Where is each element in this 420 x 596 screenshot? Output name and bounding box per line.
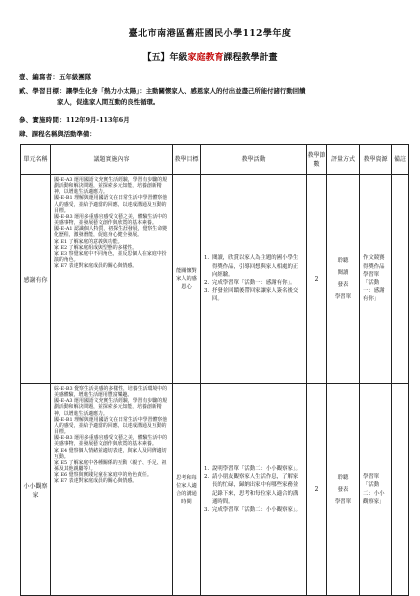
goal-line — [19, 86, 407, 107]
goal-text-1: 讓學生化身「熱力小太陽」：主動關懷家人、感恩家人的付出並盡己所能付諸行動回饋 — [65, 87, 306, 95]
topic-item: 國-E-B1 理解與運用國語文在日常生活中學習體察他人的感受，並給予適當的回應，以達成溝通及互動的目標。 — [54, 416, 168, 436]
evaluation-methods: 聆聽 閱讀 發表 學習單 — [327, 175, 360, 384]
teaching-hours: 2 — [307, 175, 327, 384]
lesson-plan-table — [20, 144, 409, 596]
activity-item: 1. 閱讀，欣賞以家人為主題的國小學生得獎作品，引導回想與家人相處的正向經驗。 — [204, 255, 299, 278]
teaching-resources: 作文競賽得獎作品學習單「活動一：感謝有你」 — [360, 175, 392, 384]
topic-item: 家 E7 表達對家庭成員的關心與情感。 — [54, 263, 138, 270]
activity-item: 2. 請小朋友觀察家人生活作息，了解家長的忙碌，歸納出家中有哪些家務並記錄下來，思考和每位家人適合的溝通時間。 — [204, 474, 299, 505]
school-title: 臺北市南港區舊莊國民小學112學年度 — [128, 29, 292, 39]
period-line — [19, 115, 407, 126]
editor-value: 五年級團隊 — [59, 73, 92, 81]
topic-item: 國-E-A3 運用國語文充實生活經驗，學習有步驟的規劃活動和解決問題，並探索多元知能，培養創新精神，以增進生活適應力。 — [54, 177, 167, 196]
course-name: 家庭教育 — [187, 53, 224, 63]
topic-item: 國-E-A1 認識個人特質，初探生涯發展，覺察生命變化歷程，激發潛能，促進身心健全發展。 — [54, 226, 167, 239]
header-hours: 教學節數 — [307, 145, 327, 175]
goal-text-2: 家人，促進家人間互動的良性循環。 — [57, 97, 160, 106]
topic-item: 家 E1 了解家庭的意義與功能。 — [54, 238, 123, 245]
table-header-row — [21, 145, 409, 175]
notes-cell — [392, 175, 409, 384]
topic-content — [51, 384, 173, 596]
topic-item: 家 E3 察覺家庭中不同角色，並反思個人在家庭中扮演的角色。 — [54, 250, 167, 264]
topic-item: 綜-E-B3 覺察生活美感的多樣性，培養生活環境中的美感體驗，增進生活運用豐富樂趣。 — [54, 386, 168, 399]
plan-title — [0, 50, 420, 63]
activity-heading: 肆、課程名稱與活動準備： — [19, 130, 96, 138]
activity-item: 3. 完成學習單「活動二：小小觀察家」。 — [204, 506, 301, 513]
topic-item: 國-E-B3 運用多重感官感受文藝之美，體驗生活中的美感事物，並發展藝文創作與欣賞的基本素養。 — [54, 213, 168, 227]
topic-item: 家 E5 了解家庭中各種關係的互動（親子、手足、祖孫及其他親屬等）。 — [54, 459, 167, 473]
header-activity: 教學活動 — [201, 145, 307, 175]
teaching-goal: 能關懷對家人的感恩心 — [173, 175, 201, 384]
topic-item: 國-E-A3 運用國語文充實生活經驗，學習有步驟的規劃活動和解決問題，並探索多元知能，培養創新精神，以增進生活適應力。 — [54, 398, 167, 417]
goal-label: 貳、學習目標： — [19, 87, 66, 95]
topic-item: 國-E-B1 理解與運用國語文在日常生活中學習體察他人的感受，並給予適當的回應，以達成溝通及互動的目標。 — [54, 195, 168, 214]
period-label: 參、實施時間： — [19, 116, 66, 124]
grade-label: 【五】年級 — [142, 53, 188, 63]
unit-name: 感謝有你 — [21, 175, 51, 384]
teaching-activities — [201, 384, 307, 596]
header-resources: 教學資源 — [360, 145, 392, 175]
activity-item: 2. 完成學習單「活動一：感謝有你」。 — [204, 280, 296, 286]
unit-name: 小小觀察家 — [21, 384, 51, 596]
header-evaluation: 評量方式 — [327, 145, 360, 175]
header-unit: 單元名稱 — [21, 145, 51, 175]
topic-item: 國-E-B3 運用多重感官感受文藝之美，體驗生活中的美感事物，並發展藝文創作與欣賞的基本素養。 — [54, 435, 168, 448]
table-row — [21, 384, 409, 596]
teaching-activities — [201, 175, 307, 384]
plan-suffix: 課程教學計畫 — [223, 53, 278, 63]
teaching-hours: 2 — [307, 384, 327, 596]
topic-item: 家 E6 覺察與實踐兒童在家庭中的角色責任。 — [54, 472, 152, 479]
topic-item: 家 E7 表達對家庭成員的關心與情感。 — [54, 478, 138, 485]
activity-item: 3. 抒發並回饋後帶回家讓家人簽名後交回。 — [204, 288, 299, 303]
period-value: 112年9月-113年6月 — [65, 116, 130, 124]
evaluation-methods: 聆聽 發表 學習單 — [327, 384, 360, 596]
notes-cell — [392, 384, 409, 596]
teaching-resources: 學習單「活動二：小小觀察家」 — [360, 384, 392, 596]
editor-label: 壹、編寫者： — [19, 73, 60, 81]
topic-content — [51, 175, 173, 384]
header-notes: 備註 — [392, 145, 409, 175]
table-row — [21, 175, 409, 384]
header-goal: 教學目標 — [173, 145, 201, 175]
teaching-goal: 思考和每位家人適合的溝通時間 — [173, 384, 201, 596]
header-content: 議題實施內容 — [51, 145, 173, 175]
editor-line — [19, 72, 407, 83]
topic-item: 家 E4 覺察個人情緒並適切表達，與家人及同儕適切互動。 — [54, 447, 167, 460]
activity-item: 1. 說明學習單「活動二：小小觀察家」。 — [204, 465, 301, 472]
topic-item: 家 E2 了解家庭組成與型態的多樣性。 — [54, 244, 138, 251]
